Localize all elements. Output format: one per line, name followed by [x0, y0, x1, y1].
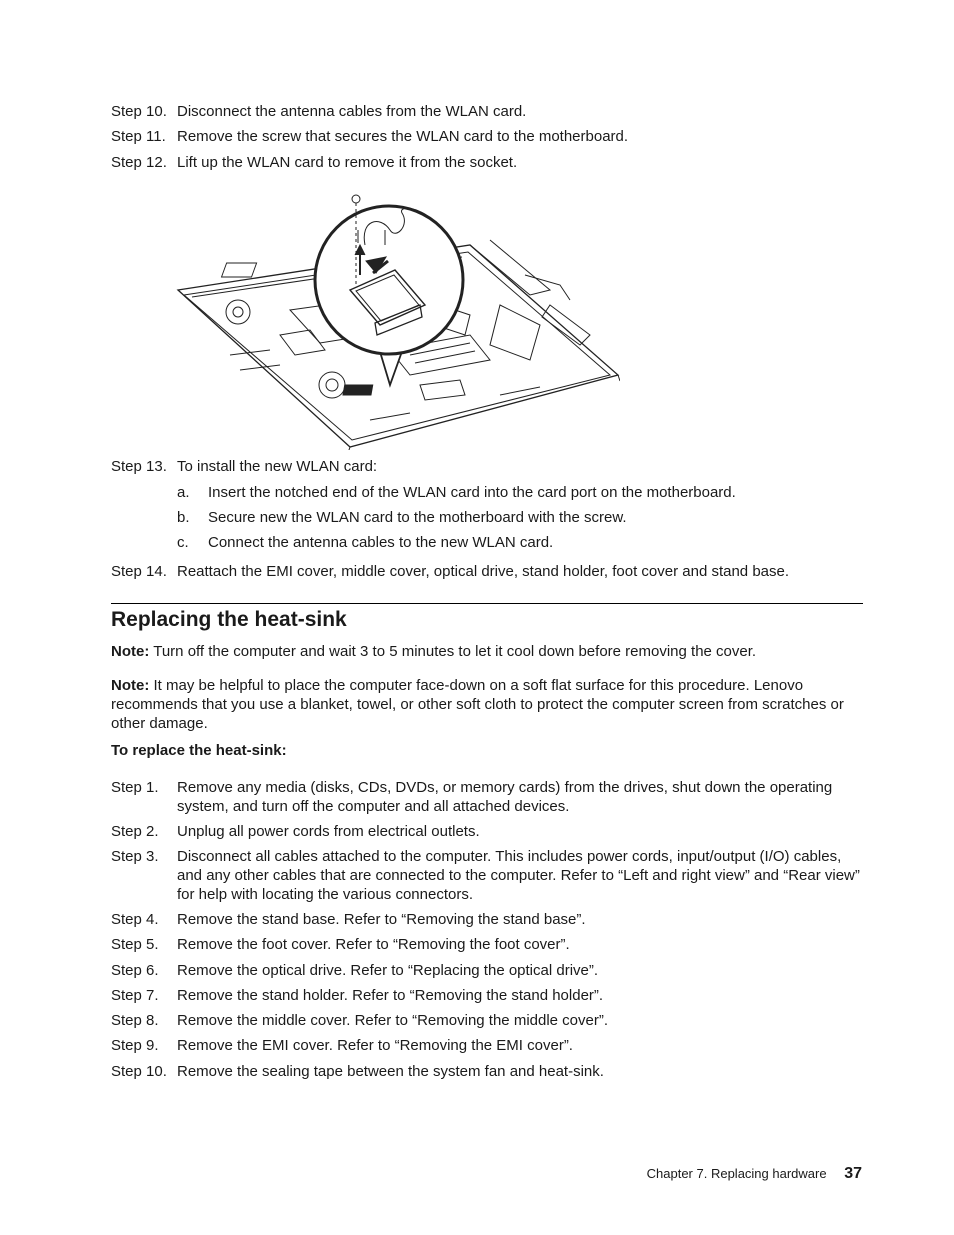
substep-item [177, 483, 863, 502]
step-number: Step 9. [111, 1037, 159, 1054]
substep-text: Connect the antenna cables to the new WLAN card. [208, 534, 554, 551]
note-text: Turn off the computer and wait 3 to 5 minutes to let it cool down before removing the cover. [153, 643, 757, 660]
step-text: Remove the optical drive. Refer to “Replacing the optical drive”. [177, 962, 599, 979]
step-text: To install the new WLAN card: [177, 458, 378, 475]
note-paragraph [111, 642, 863, 661]
step-item [111, 961, 863, 980]
step-number: Step 8. [111, 1012, 159, 1029]
step-text: Remove the stand base. Refer to “Removing the stand base”. [177, 911, 586, 928]
substep-text: Insert the notched end of the WLAN card into the card port on the motherboard. [208, 484, 736, 501]
step-text: Remove the foot cover. Refer to “Removing the foot cover”. [177, 936, 570, 953]
section-title: Replacing the heat-sink [111, 608, 347, 631]
step-item [111, 778, 863, 816]
note-label: Note: [111, 643, 150, 660]
step-text: Remove the screw that secures the WLAN card to the motherboard. [177, 128, 629, 145]
step-item [111, 562, 863, 581]
substep-item [177, 533, 863, 552]
step-text: Remove the sealing tape between the system fan and heat-sink. [177, 1063, 604, 1080]
step-item [111, 1036, 863, 1055]
step-number: Step 7. [111, 987, 159, 1004]
step-number: Step 3. [111, 848, 159, 865]
step-text: Remove the middle cover. Refer to “Removing the middle cover”. [177, 1012, 609, 1029]
section-divider [111, 603, 863, 604]
step-number: Step 6. [111, 962, 159, 979]
step-number: Step 10. [111, 1063, 167, 1080]
step-text: Disconnect the antenna cables from the WLAN card. [177, 103, 527, 120]
step-item [111, 935, 863, 954]
step-number: Step 10. [111, 103, 167, 120]
step-number: Step 4. [111, 911, 159, 928]
substep-letter: a. [177, 484, 190, 501]
step-item [111, 1011, 863, 1030]
note-text: It may be helpful to place the computer face-down on a soft flat surface for this procedure. Lenovo recommends that you use a blanket, towel, or other soft cloth to protect the computer screen from scratches or other damage. [111, 677, 844, 732]
step-text: Remove the stand holder. Refer to “Removing the stand holder”. [177, 987, 604, 1004]
step-item [111, 153, 863, 172]
note-paragraph [111, 676, 863, 733]
substep-item [177, 508, 863, 527]
step-number: Step 1. [111, 779, 159, 796]
step-number: Step 12. [111, 154, 167, 171]
step-item [111, 986, 863, 1005]
page-footer [647, 1164, 862, 1184]
step-item [111, 127, 863, 146]
wlan-card-removal-illustration [170, 185, 620, 450]
chapter-title: Chapter 7. Replacing hardware [646, 1166, 827, 1181]
step-item [111, 102, 863, 121]
step-text: Disconnect all cables attached to the computer. This includes power cords, input/output (I/O) cables, and any other cables that are connected to the computer. Refer to “Left and right view” and “Rear view” for help with locating the various connectors. [177, 848, 860, 903]
substep-letter: c. [177, 534, 189, 551]
step-text: Lift up the WLAN card to remove it from the socket. [177, 154, 518, 171]
substep-text: Secure new the WLAN card to the motherboard with the screw. [208, 509, 627, 526]
step-text: Remove any media (disks, CDs, DVDs, or memory cards) from the drives, shut down the operating system, and turn off the computer and all attached devices. [177, 779, 833, 815]
step-text: Remove the EMI cover. Refer to “Removing the EMI cover”. [177, 1037, 573, 1054]
step-number: Step 2. [111, 823, 159, 840]
page-number: 37 [844, 1165, 862, 1182]
step-text: Unplug all power cords from electrical outlets. [177, 823, 480, 840]
step-item [111, 910, 863, 929]
note-label: Note: [111, 677, 150, 694]
step-item [111, 822, 863, 841]
step-number: Step 11. [111, 128, 166, 145]
step-item [111, 1062, 863, 1081]
step-number: Step 13. [111, 458, 167, 475]
step-number: Step 14. [111, 563, 167, 580]
substep-letter: b. [177, 509, 190, 526]
step-number: Step 5. [111, 936, 159, 953]
step-item [111, 847, 863, 904]
step-text: Reattach the EMI cover, middle cover, optical drive, stand holder, foot cover and stand base. [177, 563, 790, 580]
step-item [111, 457, 863, 476]
procedure-heading: To replace the heat-sink: [111, 742, 287, 759]
